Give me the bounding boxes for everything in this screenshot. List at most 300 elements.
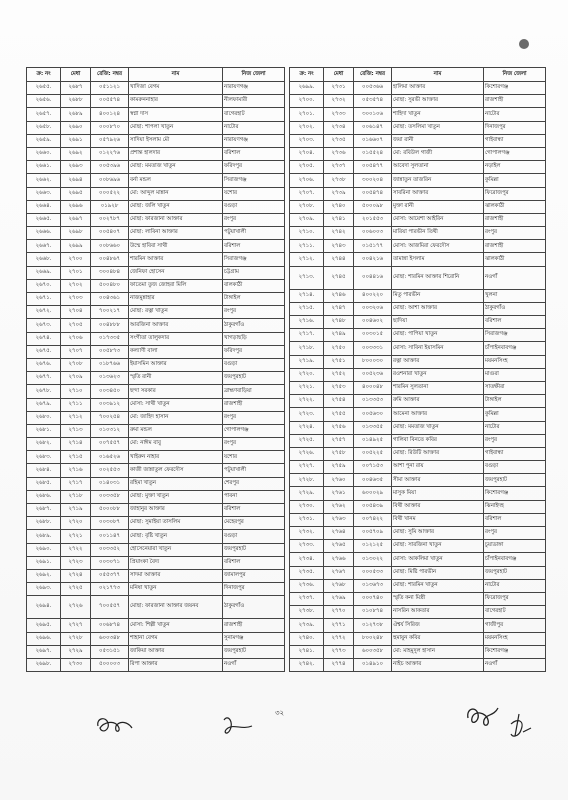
cell-serial: ২৭১২. <box>290 253 324 266</box>
cell-district: রংপুর <box>484 434 546 447</box>
cell-district: ঠাকুরগাঁও <box>484 302 546 315</box>
cell-merit: ২৭৬০ <box>324 474 354 487</box>
signature-mark-3 <box>460 698 504 732</box>
cell-district: ঝালকাঠী <box>484 200 546 213</box>
cell-reg-no: ০০৩০১৫ <box>354 329 392 342</box>
cell-reg-no: ০০৪৮৬৭ <box>91 253 129 266</box>
cell-district: বরিশাল <box>484 316 546 329</box>
cell-reg-no: ০০৬১৪৭ <box>354 121 392 134</box>
cell-serial: ২৬৮০. <box>27 411 61 424</box>
cell-district: রংপুর <box>223 306 285 319</box>
cell-serial: ২৬৭৪. <box>27 332 61 345</box>
cell-merit: ২৭৩৭ <box>324 161 354 174</box>
cell-reg-no: ০১৩৬২৩ <box>91 372 129 385</box>
cell-name: মোসা: আয়েশা আইরিন <box>392 213 484 226</box>
cell-name: মারিয়া পারভীন তিথী <box>392 227 484 240</box>
header-merit: মেধা <box>324 68 354 82</box>
cell-reg-no: ০০৬০০৩ <box>354 227 392 240</box>
cell-merit: ২৭২১ <box>61 530 91 543</box>
table-row <box>27 645 285 658</box>
cell-serial: ২৭২২. <box>290 395 324 408</box>
cell-merit: ২৭৩৩ <box>324 108 354 121</box>
cell-name: সাবরিনা আক্তার <box>392 187 484 200</box>
cell-merit: ২৭৬২ <box>324 500 354 513</box>
cell-serial: ২৬৯৪. <box>27 596 61 619</box>
cell-name: সাদমা আক্তার <box>129 569 223 582</box>
table-row <box>27 424 285 437</box>
cell-merit: ২৭০৪ <box>61 306 91 319</box>
table-row <box>290 200 546 213</box>
cell-name: মাসুক মিয়া <box>392 487 484 500</box>
cell-merit: ২৭০৬ <box>61 332 91 345</box>
cell-merit: ২৭২৬ <box>61 596 91 619</box>
cell-serial: ২৬৬৭. <box>27 240 61 253</box>
cell-district: সিরাজগঞ্জ <box>223 253 285 266</box>
cell-district: দিনাজপুর <box>484 121 546 134</box>
cell-merit: ২৭৭০ <box>324 606 354 619</box>
cell-serial: ২৭০৪. <box>290 147 324 160</box>
table-row <box>27 658 285 671</box>
cell-merit: ২৭৬৬ <box>324 553 354 566</box>
table-row <box>290 540 546 553</box>
cell-reg-no: ০১৫৫২৪ <box>354 147 392 160</box>
cell-merit: ২৭৫২ <box>324 368 354 381</box>
cell-merit: ২৭১২ <box>61 411 91 424</box>
table-row <box>290 161 546 174</box>
cell-merit: ২৭৬৩ <box>324 513 354 526</box>
header-name: নাম <box>129 68 223 82</box>
table-row <box>290 266 546 289</box>
cell-serial: ২৭৩৬. <box>290 579 324 592</box>
cell-reg-no: ০০৫৪৭৭ <box>354 161 392 174</box>
cell-serial: ২৭২০. <box>290 368 324 381</box>
table-row <box>290 147 546 160</box>
cell-name: মোছা: মুক্তা খাতুন <box>129 490 223 503</box>
cell-name: হোসেনেয়ারা খাতুন <box>129 543 223 556</box>
cell-reg-no: ৭০০২৫৪ <box>91 411 129 424</box>
cell-merit: ২৭৫৩ <box>324 381 354 394</box>
cell-district: কুমিল্লা <box>484 408 546 421</box>
cell-district: ময়মনসিংহ <box>484 355 546 368</box>
cell-name: রিপা আক্তার <box>129 658 223 671</box>
cell-name: রহিমা খাতুন <box>129 477 223 490</box>
table-row <box>290 461 546 474</box>
table-row <box>290 592 546 605</box>
table-row <box>27 632 285 645</box>
cell-name: ঐশ্বর্য সিরিজ <box>392 619 484 632</box>
cell-name: মো: নাঈম বাবু <box>129 438 223 451</box>
cell-district: নাটোর <box>484 421 546 434</box>
cell-district: বরিশাল <box>223 240 285 253</box>
table-row <box>27 556 285 569</box>
cell-merit: ২৭০১ <box>61 266 91 279</box>
cell-district: নাটোর <box>484 108 546 121</box>
cell-name: মোছা: মিষ্টি পারভীন <box>392 566 484 579</box>
table-row <box>290 487 546 500</box>
cell-district: খাগড়াছড়ি <box>223 332 285 345</box>
cell-reg-no: ০০৮৬৯৬ <box>91 174 129 187</box>
table-row <box>290 527 546 540</box>
cell-reg-no: ০০৪৮৮৮ <box>91 319 129 332</box>
cell-merit: ২৭২৭ <box>61 619 91 632</box>
cell-reg-no: ০০০৮৭০ <box>91 121 129 134</box>
cell-reg-no: ০১৮৭৬৬ <box>91 358 129 371</box>
table-row <box>290 579 546 592</box>
cell-district: কিশোরগঞ্জ <box>484 82 546 95</box>
cell-name: শাহানা বেগম <box>129 632 223 645</box>
cell-name: হুমায়ুন কবির <box>392 632 484 645</box>
cell-name: আবেদা সুলতানা <box>392 161 484 174</box>
cell-name: শারমিন সুলতানা <box>392 381 484 394</box>
cell-name: স্মৃতি কনা মিস্ত্রী <box>392 592 484 605</box>
cell-district: গাইবান্ধা <box>484 447 546 460</box>
cell-serial: ২৭৩৫. <box>290 566 324 579</box>
cell-serial: ২৬৯০. <box>27 543 61 556</box>
cell-name: আরজিনা আক্তার <box>129 319 223 332</box>
header-serial: ক্র: নং <box>27 68 61 82</box>
table-row <box>27 398 285 411</box>
table-row <box>27 213 285 226</box>
cell-district: নাটোর <box>223 121 285 134</box>
cell-reg-no: ০০৫৪০৭ <box>91 227 129 240</box>
cell-serial: ২৬৬৮. <box>27 253 61 266</box>
cell-name: প্রশান্ত হালদার <box>129 147 223 160</box>
cell-serial: ২৭৪০. <box>290 632 324 645</box>
cell-name: ছন্দা সরকার <box>129 385 223 398</box>
table-row <box>27 147 285 160</box>
cell-serial: ২৭০০. <box>290 95 324 108</box>
cell-name: মোছা: সুরভী আক্তার <box>392 95 484 108</box>
signature-mark-4 <box>505 710 535 744</box>
cell-district: পাবনা <box>223 490 285 503</box>
cell-merit: ২৬৯৩ <box>61 161 91 174</box>
cell-reg-no: ০৫৩১৫১ <box>91 645 129 658</box>
cell-name: বিথী খানম <box>392 513 484 526</box>
cell-serial: ২৬৫৯. <box>27 134 61 147</box>
cell-reg-no: ০০৩৩৫২ <box>91 543 129 556</box>
cell-merit: ২৭৩৯ <box>324 187 354 200</box>
cell-district: ফিরোজপুর <box>484 187 546 200</box>
cell-name: হালিমা আক্তার <box>392 82 484 95</box>
cell-serial: ২৭১৪. <box>290 289 324 302</box>
header-district: নিজ জেলা <box>223 68 285 82</box>
cell-reg-no: ০০৭১৫৩ <box>354 461 392 474</box>
cell-name: জাহানুর আক্তার <box>129 504 223 517</box>
cell-serial: ২৬৭৫. <box>27 345 61 358</box>
table-row <box>27 372 285 385</box>
cell-district: পটুয়াখালী <box>223 227 285 240</box>
cell-serial: ২৬৮৪. <box>27 464 61 477</box>
cell-serial: ২৬৭১. <box>27 293 61 306</box>
cell-serial: ২৭৩৮. <box>290 606 324 619</box>
cell-district: বরিশাল <box>223 504 285 517</box>
cell-merit: ২৭১৭ <box>61 477 91 490</box>
cell-name: মোছা: তসলিমা খাতুন <box>392 121 484 134</box>
cell-district: জামালপুর <box>223 569 285 582</box>
cell-district: ফিরোজপুর <box>484 592 546 605</box>
cell-name: নাসরিন আকতার <box>392 606 484 619</box>
cell-reg-no: ৭০০২১৭ <box>91 306 129 319</box>
cell-reg-no: ০০৬৮৭৪ <box>91 619 129 632</box>
cell-name: মোছা: জলি খাতুন <box>129 200 223 213</box>
table-row <box>27 82 285 95</box>
cell-reg-no: ০০৫২৩৬ <box>354 368 392 381</box>
cell-serial: ২৭২৩. <box>290 408 324 421</box>
cell-reg-no: ৬০০০২৯ <box>354 487 392 500</box>
cell-serial: ২৭০৬. <box>290 174 324 187</box>
table-row <box>290 134 546 147</box>
cell-district: ময়মনসিংহ <box>484 632 546 645</box>
cell-merit: ২৭৫৯ <box>324 461 354 474</box>
cell-serial: ২৬৬০. <box>27 147 61 160</box>
cell-merit: ২৬৯৫ <box>61 187 91 200</box>
table-row <box>290 240 546 253</box>
cell-merit: ২৭২০ <box>61 517 91 530</box>
cell-merit: ২৭৩৬ <box>324 147 354 160</box>
table-row <box>290 395 546 408</box>
cell-serial: ২৬৮৩. <box>27 451 61 464</box>
cell-district: নারায়ণগঞ্জ <box>223 82 285 95</box>
cell-name: রুমি আক্তার <box>392 395 484 408</box>
cell-merit: ২৭৫৬ <box>324 421 354 434</box>
cell-merit: ২৭৪৯ <box>324 329 354 342</box>
table-body-left <box>27 82 285 672</box>
cell-reg-no: ০০৫২২৫ <box>354 447 392 460</box>
cell-district: রাজশাহী <box>484 240 546 253</box>
cell-reg-no: ০১৩৩৫৫ <box>354 421 392 434</box>
cell-reg-no: ০০৩২০৬ <box>354 302 392 315</box>
cell-name: মনিষা খাতুন <box>129 583 223 596</box>
cell-name: জাকিয়া আক্তার <box>129 645 223 658</box>
cell-serial: ২৬৯৬. <box>27 632 61 645</box>
cell-name: মুক্তা রানী <box>392 200 484 213</box>
cell-district: বগুড়া <box>223 358 285 371</box>
cell-serial: ২৭১৯. <box>290 355 324 368</box>
cell-name: ফাতেমা তুজ জোহরা মিলি <box>129 279 223 292</box>
cell-reg-no: ০১৩০২২ <box>354 553 392 566</box>
table-row <box>27 200 285 213</box>
cell-district: বরিশাল <box>223 147 285 160</box>
cell-reg-no: ০১৪৯১০ <box>354 658 392 671</box>
cell-district: গোপালগঞ্জ <box>484 147 546 160</box>
table-row <box>27 108 285 121</box>
table-row <box>27 279 285 292</box>
cell-merit: ২৭১৮ <box>61 490 91 503</box>
cell-district: নওগাঁ <box>484 658 546 671</box>
cell-name: মোছা: রত্না খাতুন <box>129 306 223 319</box>
table-row <box>27 530 285 543</box>
table-row <box>27 332 285 345</box>
table-row <box>27 543 285 556</box>
cell-merit: ২৭২৩ <box>61 556 91 569</box>
cell-name: মোছা: বৃষ্টি খাতুন <box>129 530 223 543</box>
cell-serial: ২৭০৫. <box>290 161 324 174</box>
cell-merit: ২৭৩১ <box>324 82 354 95</box>
table-row <box>290 421 546 434</box>
cell-merit: ২৭০৭ <box>61 345 91 358</box>
cell-name: স্বপ্না দাস <box>129 108 223 121</box>
table-row <box>27 95 285 108</box>
cell-merit: ২৬৮৭ <box>61 82 91 95</box>
cell-merit: ২৬৮৮ <box>61 95 91 108</box>
cell-serial: ২৭০৯. <box>290 213 324 226</box>
cell-merit: ২৭৬৮ <box>324 579 354 592</box>
cell-name: শাহিদা খাতুন <box>392 108 484 121</box>
cell-merit: ২৬৯১ <box>61 134 91 147</box>
cell-serial: ২৬৮৬. <box>27 490 61 503</box>
cell-reg-no: ০১০৩১২ <box>91 424 129 437</box>
cell-serial: ২৬৯৯. <box>290 82 324 95</box>
table-row <box>290 606 546 619</box>
cell-serial: ২৭০৮. <box>290 200 324 213</box>
cell-reg-no: ০৫৩৫৭৪ <box>354 95 392 108</box>
cell-merit: ২৬৯৪ <box>61 174 91 187</box>
cell-serial: ২৭৪২. <box>290 658 324 671</box>
cell-district: জয়পুরহাট <box>223 645 285 658</box>
cell-merit: ২৭০৯ <box>61 372 91 385</box>
page-number: ৩২ <box>275 709 285 717</box>
cell-name: রত্না আক্তার <box>392 355 484 368</box>
cell-district: জয়পুরহাট <box>484 566 546 579</box>
cell-reg-no: ৩০০১০৬ <box>354 108 392 121</box>
cell-reg-no: ০০০৫৩৩ <box>354 566 392 579</box>
cell-reg-no: ৫০০০০৩ <box>91 658 129 671</box>
table-row <box>290 108 546 121</box>
cell-reg-no: ০০৮৬৬০ <box>91 240 129 253</box>
cell-district: কিশোরগঞ্জ <box>484 645 546 658</box>
cell-serial: ২৬৬৫. <box>27 213 61 226</box>
cell-district: বাগেরহাট <box>223 108 285 121</box>
cell-district: জয়পুরহাট <box>484 474 546 487</box>
cell-name: তামান্না ইসলাম <box>392 253 484 266</box>
cell-reg-no: ৩০০৪৮৪ <box>91 266 129 279</box>
table-row <box>27 358 285 371</box>
cell-serial: ২৬৬৯. <box>27 266 61 279</box>
table-row <box>290 342 546 355</box>
cell-district: ঝালকাঠী <box>484 253 546 266</box>
cell-district: রংপুর <box>484 227 546 240</box>
table-row <box>290 447 546 460</box>
table-row <box>290 408 546 421</box>
table-row <box>27 569 285 582</box>
cell-reg-no: ০১৯২৮ <box>91 200 129 213</box>
cell-merit: ২৭১১ <box>61 398 91 411</box>
cell-name: মোছা: সুমাইয়া তাসলিম <box>129 517 223 530</box>
cell-reg-no: ০০৫৭০৯ <box>354 527 392 540</box>
cell-merit: ২৭০৮ <box>61 358 91 371</box>
cell-serial: ২৬৮৭. <box>27 504 61 517</box>
cell-merit: ২৭৪২ <box>324 227 354 240</box>
cell-serial: ২৬৭৭. <box>27 372 61 385</box>
cell-district: ব্রাহ্মণবাড়িয়া <box>223 385 285 398</box>
cell-serial: ২৬৫৫. <box>27 82 61 95</box>
cell-reg-no: ৪০০২২০ <box>354 289 392 302</box>
table-row <box>27 464 285 477</box>
cell-serial: ২৭২৪. <box>290 421 324 434</box>
header-reg-no: রেজি: নম্বর <box>91 68 129 82</box>
cell-reg-no: ০০৭৪২২ <box>354 513 392 526</box>
cell-serial: ২৬৬৩. <box>27 187 61 200</box>
cell-district: সিরাজগঞ্জ <box>484 329 546 342</box>
cell-name: সীমা আক্তার <box>392 474 484 487</box>
table-row <box>27 411 285 424</box>
cell-serial: ২৬৯১. <box>27 556 61 569</box>
cell-name: আশা পুনা রায় <box>392 461 484 474</box>
cell-district: টাঙ্গাইল <box>223 293 285 306</box>
cell-serial: ২৬৯২. <box>27 569 61 582</box>
cell-merit: ২৭৪৭ <box>324 302 354 315</box>
cell-district: টাঙ্গাইল <box>484 395 546 408</box>
cell-district: শেরপুর <box>223 477 285 490</box>
cell-district: মেহেরপুর <box>223 517 285 530</box>
cell-merit: ২৭৪৫ <box>324 266 354 289</box>
table-row <box>27 227 285 240</box>
table-row <box>27 306 285 319</box>
cell-serial: ২৭৪১. <box>290 645 324 658</box>
cell-reg-no: ৫০০০৯৮ <box>354 200 392 213</box>
cell-name: নাজমুন্নাহার <box>129 293 223 306</box>
cell-district: কুমিল্লা <box>484 174 546 187</box>
cell-merit: ২৭৬১ <box>324 487 354 500</box>
table-row <box>27 345 285 358</box>
cell-name: রওশনারা খাতুন <box>392 368 484 381</box>
cell-merit: ২৭৭১ <box>324 619 354 632</box>
cell-reg-no: ০০৭৫৫৭ <box>91 438 129 451</box>
cell-name: মো: জাহিদ হাসান <box>129 411 223 424</box>
cell-serial: ২৬৭২. <box>27 306 61 319</box>
cell-reg-no: ৪০০১২৪ <box>91 108 129 121</box>
cell-district: রংপুর <box>223 213 285 226</box>
cell-name: মোসা: সাবিনা ইয়াসমিন <box>392 342 484 355</box>
cell-reg-no: ০০৫৫৭৪ <box>91 95 129 108</box>
cell-merit: ২৭৫০ <box>324 342 354 355</box>
cell-merit: ২৭৫১ <box>324 355 354 368</box>
table-row <box>27 161 285 174</box>
table-row <box>27 619 285 632</box>
cell-serial: ২৭২৭. <box>290 461 324 474</box>
cell-name: মোছা: মমতাজ খাতুন <box>129 161 223 174</box>
table-row <box>290 368 546 381</box>
cell-district: জয়পুরহাট <box>223 543 285 556</box>
cell-merit: ২৭১৯ <box>61 504 91 517</box>
signature-mark-1 <box>92 712 142 738</box>
cell-name: মোছা: সুমি আক্তার <box>392 527 484 540</box>
cell-merit: ২৭৪৮ <box>324 316 354 329</box>
cell-district: মাগুরা <box>484 368 546 381</box>
cell-reg-no: ০১২৭৩৮ <box>354 619 392 632</box>
cell-name: খাইরুন নাহার <box>129 451 223 464</box>
cell-merit: ২৭৩৮ <box>324 174 354 187</box>
cell-district: সিরাজগঞ্জ <box>223 174 285 187</box>
cell-reg-no: ০২১৭৭৩ <box>91 583 129 596</box>
cell-merit: ২৬৯২ <box>61 147 91 160</box>
table-row <box>290 474 546 487</box>
cell-reg-no: ০১৫১৭৭ <box>354 240 392 253</box>
cell-merit: ২৭৫৮ <box>324 447 354 460</box>
cell-name: মোছা: শারমিন আক্তার শিরোনি <box>392 266 484 289</box>
cell-merit: ২৭৩২ <box>324 95 354 108</box>
cell-name: মো: মাহমুদুল হাসান <box>392 645 484 658</box>
cell-district: ফরিদপুর <box>223 345 285 358</box>
cell-reg-no: ০০৪৪১৬ <box>354 266 392 289</box>
cell-name: জেনিফা হোসেন <box>129 266 223 279</box>
cell-name: জান্নাতুন তাজরিন <box>392 174 484 187</box>
table-row <box>27 266 285 279</box>
cell-serial: ২৬৫৭. <box>27 108 61 121</box>
cell-merit: ২৭২৪ <box>61 569 91 582</box>
cell-reg-no: ০০৩৯১২ <box>91 398 129 411</box>
cell-serial: ২৭১৫. <box>290 302 324 315</box>
